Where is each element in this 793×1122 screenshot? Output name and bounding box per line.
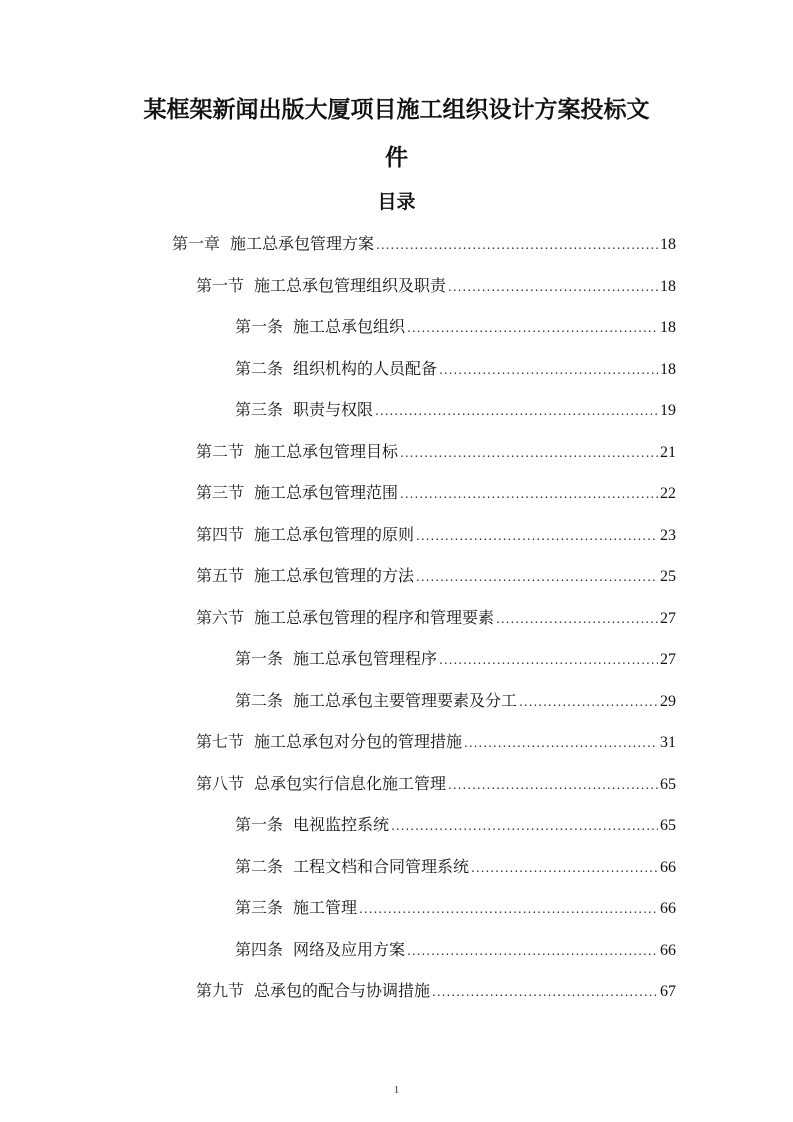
toc-entry-page: 66 <box>660 900 676 917</box>
dot-leader <box>519 687 658 717</box>
toc-entry-section[interactable] <box>196 561 676 591</box>
toc-entry-page: 27 <box>660 610 676 627</box>
toc-entry-number: 第三节 <box>196 483 245 502</box>
toc-entry-page: 18 <box>660 361 676 378</box>
toc-entry-number: 第一条 <box>235 317 284 336</box>
page-number: 1 <box>393 1084 400 1096</box>
dot-leader <box>375 396 658 426</box>
toc-entry-label: 施工总承包主要管理要素及分工 <box>293 691 518 710</box>
dot-leader <box>448 272 658 302</box>
toc-entry-page: 18 <box>660 278 676 295</box>
toc-entry-article[interactable] <box>235 935 676 965</box>
toc-entry-label: 施工总承包管理程序 <box>293 649 438 668</box>
toc-entry-section[interactable] <box>196 520 676 550</box>
toc-entry-label: 施工总承包管理的程序和管理要素 <box>254 608 495 627</box>
toc-entry-number: 第三条 <box>235 400 284 419</box>
toc-entry-label: 施工总承包管理方案 <box>230 234 375 253</box>
toc-entry-section[interactable] <box>196 769 676 799</box>
toc-entry-label: 施工总承包管理组织及职责 <box>254 276 447 295</box>
toc-entry-label: 施工总承包对分包的管理措施 <box>254 732 463 751</box>
toc-entry-page: 25 <box>660 568 676 585</box>
toc-entry-number: 第四条 <box>235 940 284 959</box>
toc-entry-page: 29 <box>660 693 676 710</box>
toc-heading: 目录 <box>377 191 416 213</box>
dot-leader <box>407 936 658 966</box>
toc-entry-label: 组织机构的人员配备 <box>293 359 438 378</box>
toc-entry-number: 第一条 <box>235 815 284 834</box>
toc-entry-label: 施工总承包管理范围 <box>254 483 399 502</box>
dot-leader <box>471 853 658 883</box>
toc-entry-section[interactable] <box>196 603 676 633</box>
toc-entry-page: 21 <box>660 444 676 461</box>
toc-entry-page: 65 <box>660 776 676 793</box>
dot-leader <box>376 230 658 260</box>
toc-entry-number: 第二节 <box>196 442 245 461</box>
toc-entry-page: 31 <box>660 734 676 751</box>
dot-leader <box>439 355 658 385</box>
dot-leader <box>439 645 658 675</box>
toc-entry-section[interactable] <box>196 437 676 467</box>
toc-entry-number: 第七节 <box>196 732 245 751</box>
toc-entry-number: 第四节 <box>196 525 245 544</box>
toc-entry-page: 66 <box>660 942 676 959</box>
toc-entry-article[interactable] <box>235 354 676 384</box>
toc-entry-section[interactable] <box>196 478 676 508</box>
toc-entry-article[interactable] <box>235 644 676 674</box>
toc-entry-number: 第九节 <box>196 981 245 1000</box>
toc-entry-label: 施工总承包管理的方法 <box>254 566 415 585</box>
dot-leader <box>496 604 658 634</box>
dot-leader <box>464 728 658 758</box>
document-title-line-1: 某框架新闻出版大厦项目施工组织设计方案投标文 <box>143 97 650 123</box>
toc-entry-section[interactable] <box>196 727 676 757</box>
toc-entry-page: 66 <box>660 859 676 876</box>
toc-entry-label: 电视监控系统 <box>293 815 390 834</box>
toc-entry-number: 第二条 <box>235 691 284 710</box>
toc-entry-article[interactable] <box>235 893 676 923</box>
toc-entry-label: 职责与权限 <box>293 400 374 419</box>
dot-leader <box>432 977 658 1007</box>
toc-entry-label: 施工总承包管理的原则 <box>254 525 415 544</box>
toc-entry-label: 总承包实行信息化施工管理 <box>254 774 447 793</box>
toc-entry-number: 第一章 <box>172 234 221 253</box>
toc-entry-page: 18 <box>660 319 676 336</box>
dot-leader <box>448 770 658 800</box>
toc-entry-label: 总承包的配合与协调措施 <box>254 981 431 1000</box>
toc-entry-article[interactable] <box>235 686 676 716</box>
document-title-line-2: 件 <box>385 145 408 171</box>
dot-leader <box>416 562 658 592</box>
toc-entry-chapter-1[interactable] <box>172 229 676 259</box>
dot-leader <box>359 894 658 924</box>
toc-entry-section[interactable] <box>196 976 676 1006</box>
toc-entry-number: 第一节 <box>196 276 245 295</box>
toc-entry-page: 23 <box>660 527 676 544</box>
toc-entry-article[interactable] <box>235 312 676 342</box>
toc-entry-page: 22 <box>660 485 676 502</box>
toc-entry-page: 27 <box>660 651 676 668</box>
toc-entry-number: 第六节 <box>196 608 245 627</box>
toc-entry-article[interactable] <box>235 810 676 840</box>
toc-entry-label: 施工管理 <box>293 898 358 917</box>
toc-entry-number: 第三条 <box>235 898 284 917</box>
toc-entry-number: 第八节 <box>196 774 245 793</box>
toc-entry-label: 网络及应用方案 <box>293 940 406 959</box>
dot-leader <box>391 811 658 841</box>
toc-entry-article[interactable] <box>235 852 676 882</box>
dot-leader <box>407 313 658 343</box>
dot-leader <box>416 521 658 551</box>
toc-entry-article[interactable] <box>235 395 676 425</box>
toc-entry-page: 19 <box>660 402 676 419</box>
toc-entry-number: 第二条 <box>235 359 284 378</box>
toc-entry-page: 67 <box>660 983 676 1000</box>
toc-entry-label: 施工总承包管理目标 <box>254 442 399 461</box>
toc-entry-label: 施工总承包组织 <box>293 317 406 336</box>
toc-entry-number: 第五节 <box>196 566 245 585</box>
toc-entry-page: 65 <box>660 817 676 834</box>
toc-entry-label: 工程文档和合同管理系统 <box>293 857 470 876</box>
toc-entry-number: 第一条 <box>235 649 284 668</box>
toc-entry-section-1[interactable] <box>196 271 676 301</box>
dot-leader <box>400 438 658 468</box>
toc-entry-page: 18 <box>660 236 676 253</box>
toc-entry-number: 第二条 <box>235 857 284 876</box>
dot-leader <box>400 479 658 509</box>
